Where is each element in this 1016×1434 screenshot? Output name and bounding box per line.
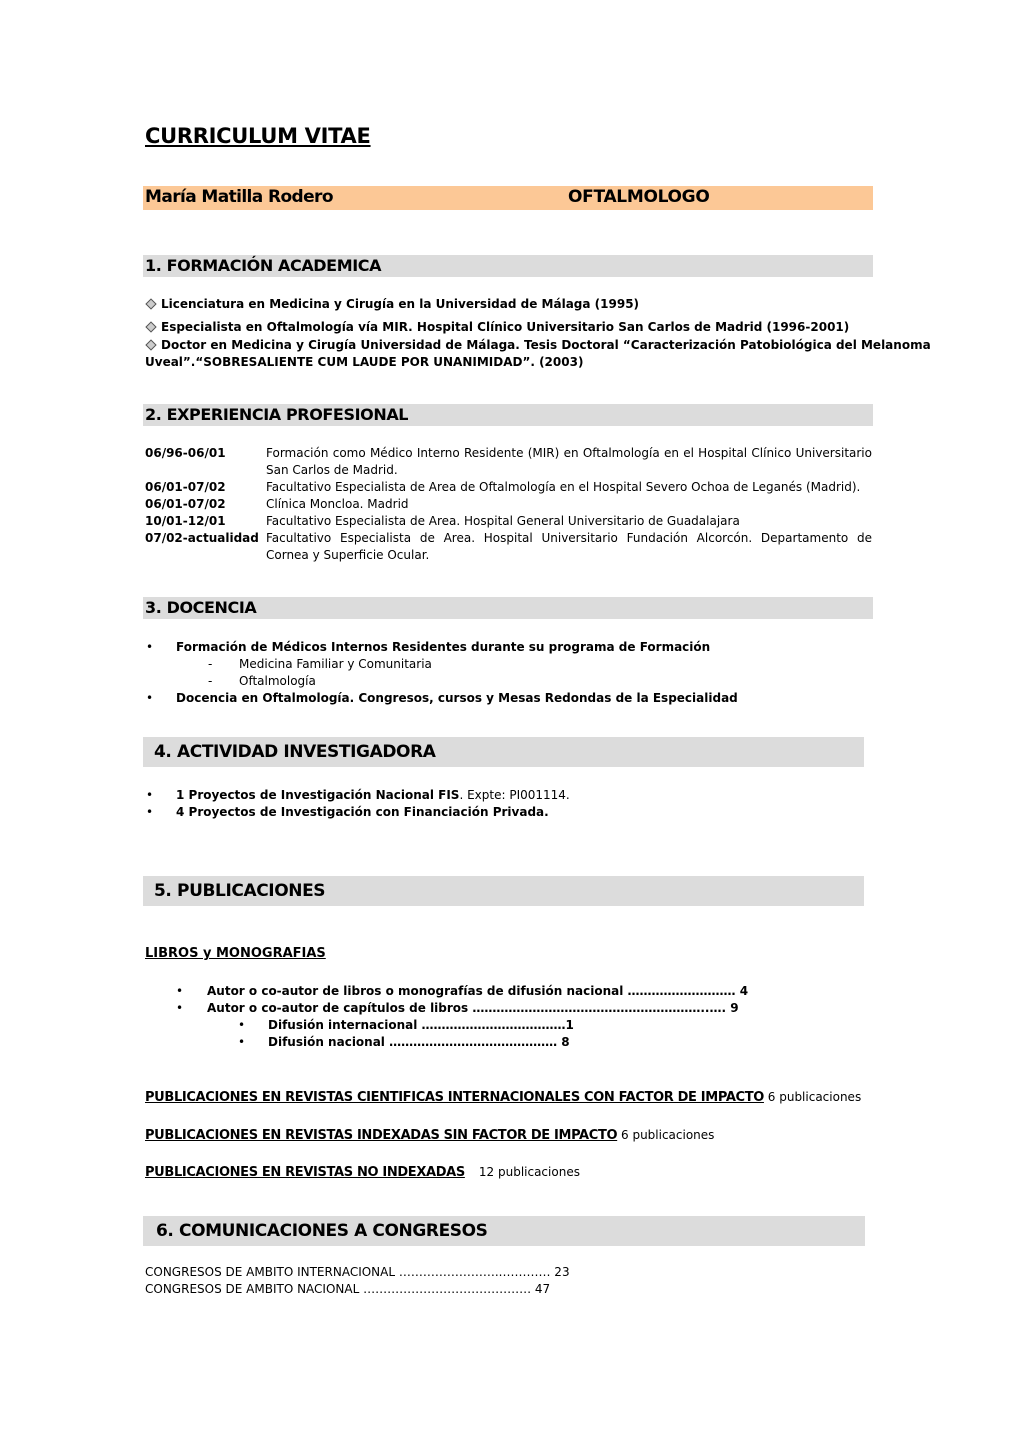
bullet-icon: •	[146, 805, 154, 819]
exp-date: 06/01-07/02	[145, 497, 226, 511]
section-heading: 2. EXPERIENCIA PROFESIONAL	[145, 405, 409, 424]
revistas-no-indexadas: PUBLICACIONES EN REVISTAS NO INDEXADAS 12 publicaciones	[145, 1165, 580, 1180]
docencia-sub-1: Medicina Familiar y Comunitaria	[239, 657, 432, 671]
formacion-item-3-cont: Uveal”.“SOBRESALIENTE CUM LAUDE POR UNANIMIDAD”. (2003)	[145, 355, 584, 369]
bullet-icon: •	[146, 691, 154, 705]
diamond-bullet-icon	[145, 298, 156, 309]
exp-desc: Facultativo Especialista de Area. Hospital Universitario Fundación Alcorcón. Departamento de Cornea y Superficie Ocular.	[266, 531, 872, 562]
name-banner	[143, 186, 873, 210]
libros-heading: LIBROS y MONOGRAFIAS	[145, 946, 326, 961]
docencia-item-1: Formación de Médicos Internos Residentes durante su programa de Formación	[176, 640, 711, 654]
section-heading: 5. PUBLICACIONES	[154, 881, 326, 901]
congresos-nacional: CONGRESOS DE AMBITO NACIONAL …………………………………… 47	[145, 1282, 551, 1296]
section-docencia-header	[143, 597, 873, 619]
diamond-bullet-icon	[145, 339, 156, 350]
bullet-icon: •	[176, 1001, 184, 1015]
document-title: CURRICULUM VITAE	[145, 124, 371, 148]
section-formacion-header	[143, 255, 873, 277]
section-heading: 1. FORMACIÓN ACADEMICA	[145, 256, 382, 275]
exp-desc: Facultativo Especialista de Area de Oftalmología en el Hospital Severo Ochoa de Leganés (Madrid).	[266, 480, 861, 494]
exp-date: 06/96-06/01	[145, 446, 226, 460]
section-heading: 3. DOCENCIA	[145, 598, 257, 617]
congresos-internacional: CONGRESOS DE AMBITO INTERNACIONAL ……………………..………… 23	[145, 1265, 570, 1279]
formacion-item-3: Doctor en Medicina y Cirugía Universidad de Málaga. Tesis Doctoral “Caracterización Patobiológica del Melanoma	[145, 337, 872, 354]
libros-sub-1: Difusión internacional ………………………………1	[268, 1018, 574, 1032]
revistas-indexadas: PUBLICACIONES EN REVISTAS INDEXADAS SIN FACTOR DE IMPACTO 6 publicaciones	[145, 1128, 715, 1143]
section-heading: 6. COMUNICACIONES A CONGRESOS	[156, 1221, 488, 1241]
exp-desc: Formación como Médico Interno Residente (MIR) en Oftalmología en el Hospital Clínico Universitario San Carlos de Madrid.	[266, 446, 872, 477]
exp-desc: Clínica Moncloa. Madrid	[266, 497, 409, 511]
dash-bullet-icon: -	[208, 674, 213, 688]
investigacion-item-2: 4 Proyectos de Investigación con Financiación Privada.	[176, 805, 549, 819]
libros-sub-2: Difusión nacional …………………………………… 8	[268, 1035, 570, 1049]
docencia-sub-2: Oftalmología	[239, 674, 316, 688]
section-investigacion-header	[143, 737, 864, 767]
exp-date: 10/01-12/01	[145, 514, 226, 528]
section-heading: 4. ACTIVIDAD INVESTIGADORA	[154, 742, 436, 762]
formacion-item-2: Especialista en Oftalmología vía MIR. Hospital Clínico Universitario San Carlos de Madrid (1996-2001)	[145, 319, 849, 336]
exp-date: 07/02-actualidad	[145, 531, 259, 545]
section-experiencia-header	[143, 404, 873, 426]
exp-date: 06/01-07/02	[145, 480, 226, 494]
bullet-icon: •	[146, 640, 154, 654]
bullet-icon: •	[238, 1035, 246, 1049]
section-congresos-header	[143, 1216, 865, 1246]
libros-item-1: Autor o co-autor de libros o monografías de difusión nacional ……………………… 4	[207, 984, 749, 998]
bullet-icon: •	[176, 984, 184, 998]
bullet-icon: •	[146, 788, 154, 802]
bullet-icon: •	[238, 1018, 246, 1032]
dash-bullet-icon: -	[208, 657, 213, 671]
formacion-item-1: Licenciatura en Medicina y Cirugía en la Universidad de Málaga (1995)	[145, 296, 639, 313]
diamond-bullet-icon	[145, 321, 156, 332]
libros-item-2: Autor o co-autor de capítulos de libros …………………………………………………..…. 9	[207, 1001, 739, 1015]
revistas-internacionales: PUBLICACIONES EN REVISTAS CIENTIFICAS INTERNACIONALES CON FACTOR DE IMPACTO 6 publicaciones	[145, 1090, 862, 1105]
profession: OFTALMOLOGO	[568, 187, 710, 207]
exp-desc: Facultativo Especialista de Area. Hospital General Universitario de Guadalajara	[266, 514, 740, 528]
person-name: María Matilla Rodero	[145, 187, 333, 207]
section-publicaciones-header	[143, 876, 864, 906]
docencia-item-2: Docencia en Oftalmología. Congresos, cursos y Mesas Redondas de la Especialidad	[176, 691, 738, 705]
investigacion-item-1: 1 Proyectos de Investigación Nacional FIS. Expte: PI001114.	[176, 788, 570, 802]
